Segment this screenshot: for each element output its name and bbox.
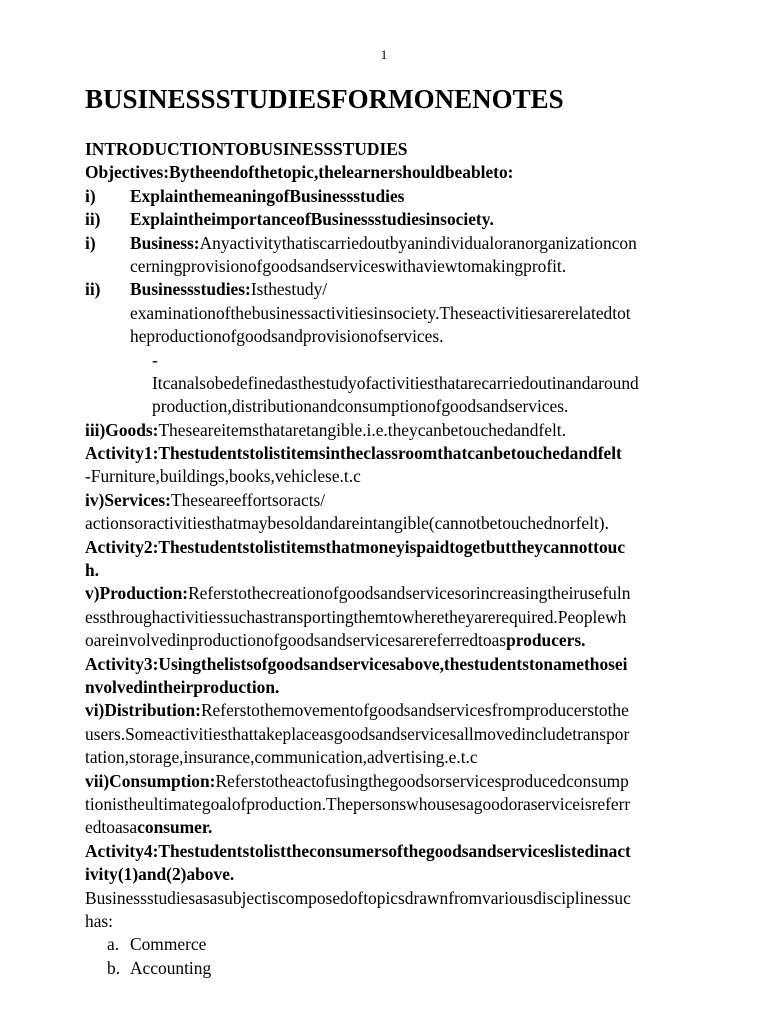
definition-text: actionsoractivitiesthatmaybesoldandareintangible(cannotbetouchednorfelt). [85,513,609,534]
term: v)Production: [85,583,189,604]
term: iii)Goods: [85,419,159,440]
definition-text: Referstotheactofusingthegoodsorservicesproducedconsump [215,770,629,791]
definition-text: tation,storage,insurance,communication,advertising.e.t.c [85,747,478,768]
list-label: ii) [85,279,101,300]
objective-text: ExplaintheimportanceofBusinessstudiesinsociety. [130,209,494,230]
subjects-intro: has: [85,910,114,931]
definition-text: tionistheultimategoalofproduction.Thepersonswhousesagoodoraserviceisreferr [85,793,631,814]
document-body [85,138,725,980]
definition-text: oareinvolvedinproductionofgoodsandservicesarereferredtoas [85,630,507,651]
activity-title: Activity1:Thestudentstolistitemsintheclassroomthatcanbetouchedandfelt [85,443,622,464]
term: Business: [130,232,200,253]
list-label: i) [85,185,96,206]
term: producers. [506,630,586,651]
objectives-line: Objectives:Bytheendofthetopic,thelearnershouldbeableto: [85,162,514,183]
definition-text: examinationofthebusinessactivitiesinsociety.Theseactivitiesarerelatedtot [130,302,631,323]
section-heading: INTRODUCTIONTOBUSINESSSTUDIES [85,139,408,159]
definition-services [85,489,725,512]
definition-text: heproductionofgoodsandprovisionofservices. [130,326,444,347]
objective-item [85,185,725,208]
definition-text: cerningprovisionofgoodsandserviceswithaviewtomakingprofit. [130,255,567,276]
definition-text: users.Someactivitiesthattakeplaceasgoodsandservicesallmovedincludetranspor [85,723,630,744]
term: vii)Consumption: [85,770,216,791]
definition-text [85,629,725,652]
activity-title: ivity(1)and(2)above. [85,864,235,885]
definition-distribution [85,699,725,722]
term: vi)Distribution: [85,700,201,721]
dash-marker: - [152,349,158,370]
definition-text: Anyactivitythatiscarriedoutbyanindividualoranorganizationcon [199,232,637,253]
definition-text: Itcanalsobedefinedasthestudyofactivitiesthatarecarriedoutinandaround [152,372,639,393]
list-label: i) [85,232,96,253]
definition-text: Theseareeffortsoracts/ [170,489,326,510]
subjects-intro: Businessstudiesasasubjectiscomposedoftopicsdrawnfromvariousdisciplinessuc [85,887,631,908]
objective-text: ExplainthemeaningofBusinessstudies [130,185,405,206]
definition-text: Theseareitemsthataretangible.i.e.theycanbetouchedandfelt. [158,419,566,440]
term: iv)Services: [85,489,171,510]
list-item-text: Accounting [130,957,212,978]
list-marker: a. [107,934,120,955]
definition-business [85,232,725,255]
objective-item [85,208,725,231]
definition-text: Referstothecreationofgoodsandservicesorincreasingtheirusefuln [188,583,631,604]
definition-goods [85,419,725,442]
activity-title: Activity2:Thestudentstolistitemsthatmoneyispaidtogetbuttheycannottouc [85,536,626,557]
definition-text: edtoasa [85,817,138,838]
definition-text: essthroughactivitiessuchastransportingthemtowheretheyarerequired.Peoplewh [85,606,627,627]
definition-consumption [85,770,725,793]
activity-title: h. [85,560,100,581]
definition-business-studies [85,278,725,301]
list-item-text: Commerce [130,934,207,955]
list-marker: b. [107,957,121,978]
definition-text: production,distributionandconsumptionofgoodsandservices. [152,396,569,417]
list-label: ii) [85,209,101,230]
document-title: BUSINESSSTUDIESFORMONENOTES [85,84,564,114]
definition-production [85,582,725,605]
activity-title: Activity4:Thestudentstolisttheconsumersofthegoodsandserviceslistedinact [85,840,631,861]
activity-answer: -Furniture,buildings,books,vehiclese.t.c [85,466,361,487]
page-number: 1 [380,47,388,62]
definition-text: Isthestudy/ [250,279,328,300]
list-item [85,957,725,980]
activity-title: nvolvedintheirproduction. [85,676,280,697]
term: Businessstudies: [130,279,251,300]
definition-text: Referstothemovementofgoodsandservicesfromproducerstothe [200,700,629,721]
list-item [85,933,725,956]
activity-title: Activity3:Usingthelistsofgoodsandservicesabove,thestudentstonamethosei [85,653,628,674]
definition-text [85,816,725,839]
term: consumer. [137,817,213,838]
